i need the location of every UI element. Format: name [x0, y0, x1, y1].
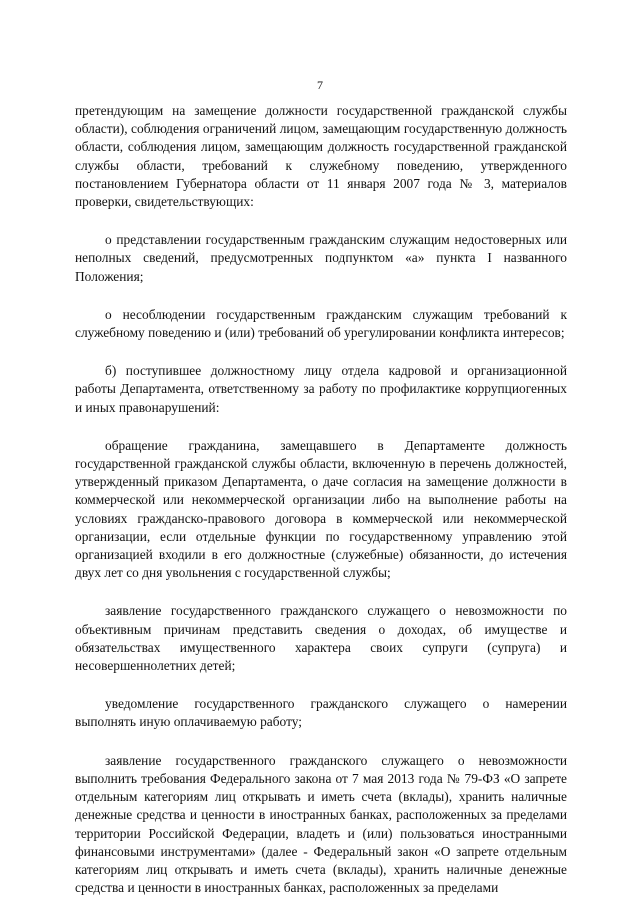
paragraph-3: о несоблюдении государственным гражданским служащим требований к служебному поведению и (или) требований об урегулировании конфликта интересов; [75, 306, 567, 341]
document-body [75, 102, 567, 897]
paragraph-7: уведомление государственного гражданского служащего о намерении выполнять иную оплачиваемую работу; [75, 696, 567, 730]
paragraph-5: обращение гражданина, замещавшего в Департаменте должность государственной гражданской службы области, включенную в перечень должностей, утвержденный приказом Департамента, о даче согласия на замещение должности в коммерческой или некоммерческой организации либо на выполнение работы на условиях гражданско-правового договора в коммерческой или некоммерческой организации, если отдельные функции по государственному управлению этой организацией входили в его должностные (служебные) обязанности, до истечения двух лет со дня увольнения с государственной службы; [75, 437, 567, 581]
paragraph-2: о представлении государственным гражданским служащим недостоверных или неполных сведений, предусмотренных подпунктом «а» пункта I названного Положения; [75, 232, 567, 284]
paragraph-6: заявление государственного гражданского служащего о невозможности по объективным причинам представить сведения о доходах, об имуществе и обязательствах имущественного характера своих супруги (супруга) и несовершеннолетних детей; [75, 603, 567, 674]
paragraph-1: претендующим на замещение должности государственной гражданской службы области), соблюдения ограничений лицом, замещающим государственную должность области, соблюдения лицом, замещающим должность государственной гражданской службы области, требований к служебному поведению, утвержденного постановлением Губернатора области от 11 января 2007 года № 3, материалов проверки, свидетельствующих: [75, 103, 567, 210]
page-number: 7 [317, 78, 323, 92]
paragraph-4: б) поступившее должностному лицу отдела кадровой и организационной работы Департамента, ответственному за работу по профилактике коррупциогенных и иных правонарушений: [75, 363, 567, 415]
paragraph-8: заявление государственного гражданского служащего о невозможности выполнить требования Федерального закона от 7 мая 2013 года № 79-ФЗ «О запрете отдельным категориям лиц открывать и иметь счета (вклады), хранить наличные денежные средства и ценности в иностранных банках, расположенных за пределами территории Российской Федерации, владеть и (или) пользоваться иностранными финансовыми инструментами» (далее - Федеральный закон «О запрете отдельным категориям лиц открывать и иметь счета (вклады), хранить наличные денежные средства и ценности в иностранных банках, расположенных за пределами [75, 752, 567, 896]
